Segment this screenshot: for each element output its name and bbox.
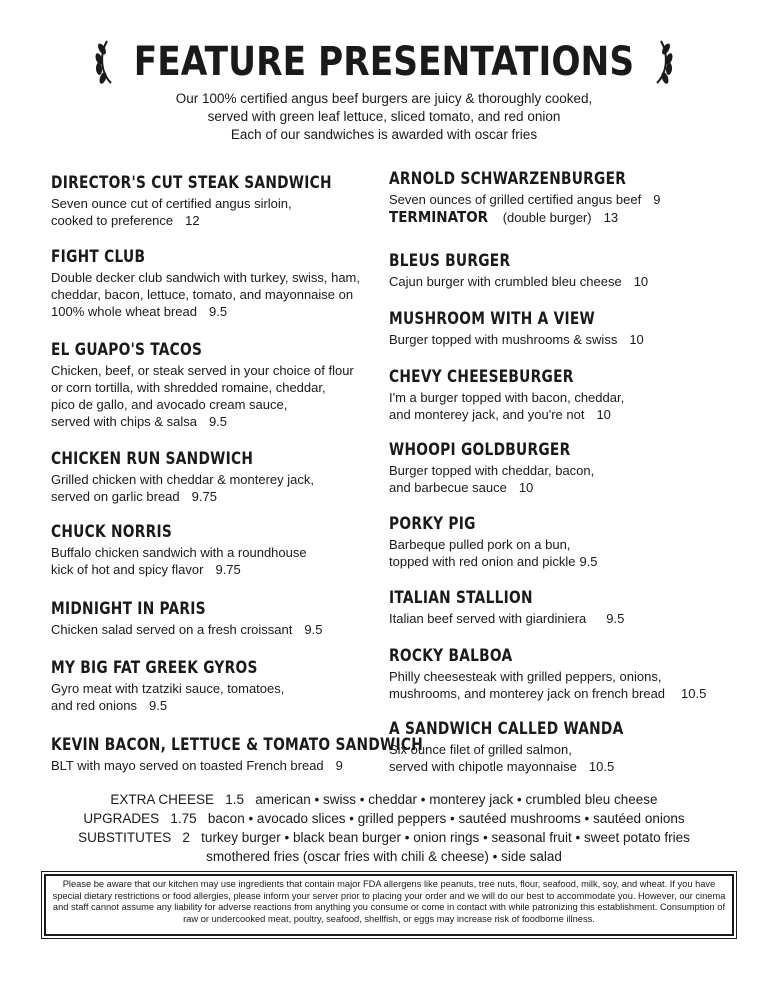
item-price: 9.5	[149, 698, 168, 713]
page-title: FEATURE PRESENTATIONS	[133, 39, 635, 85]
item-name: MY BIG FAT GREEK GYROS	[51, 658, 258, 678]
item-description	[389, 273, 729, 290]
item-name: CHICKEN RUN SANDWICH	[51, 449, 254, 469]
item-price: 9.5	[208, 414, 228, 429]
intro-line: Our 100% certified angus beef burgers are juicy & thoroughly cooked,	[175, 91, 593, 106]
item-name: ITALIAN STALLION	[389, 588, 533, 608]
menu-header	[0, 38, 768, 144]
menu-item	[389, 250, 729, 290]
item-description	[51, 195, 371, 229]
laurel-right-icon	[651, 39, 675, 85]
menu-item	[389, 645, 729, 702]
item-desc-text: Six ounce filet of grilled salmon, served with chipotle mayonnaise	[389, 742, 577, 774]
item-name: BLEUS BURGER	[389, 251, 511, 271]
item-description	[389, 741, 729, 775]
intro-line: Each of our sandwiches is awarded with oscar fries	[230, 127, 538, 142]
laurel-left-icon	[93, 39, 117, 85]
item-price: 9.5	[209, 304, 228, 319]
intro-text	[0, 90, 768, 144]
extras-line: SUBSTITUTES 2 turkey burger • black bean burger • onion rings • seasonal fruit • sweet potato fries	[78, 830, 690, 845]
item-desc-text: Chicken, beef, or steak served in your choice of flour or corn tortilla, with shredded romaine, cheddar, pico de gallo, and avocado cream sauce, served with chips & salsa	[51, 363, 354, 429]
item-name: EL GUAPO'S TACOS	[51, 340, 203, 360]
item-description	[51, 757, 391, 774]
menu-item	[51, 734, 424, 774]
item-name: CHUCK NORRIS	[51, 522, 173, 542]
extras-line: smothered fries (oscar fries with chili & cheese) • side salad	[206, 849, 562, 864]
item-price: 9.5	[304, 622, 323, 637]
item-name: ROCKY BALBOA	[389, 646, 513, 666]
item-price: 9.5	[579, 554, 598, 569]
item-name: WHOOPI GOLDBURGER	[389, 440, 571, 460]
item-desc-text: Grilled chicken with cheddar & monterey jack, served on garlic bread	[51, 472, 315, 504]
item-name: ARNOLD SCHWARZENBURGER	[389, 169, 627, 189]
menu-item	[389, 366, 729, 423]
menu-item	[389, 308, 729, 348]
item-price: 10	[518, 480, 534, 495]
item-variant	[389, 208, 729, 227]
item-name: FIGHT CLUB	[51, 247, 146, 267]
item-desc-text: Double decker club sandwich with turkey, swiss, ham, cheddar, bacon, lettuce, tomato, and mayonnaise on 100% whole wheat bread	[51, 270, 360, 319]
item-description	[389, 462, 729, 496]
item-name: A SANDWICH CALLED WANDA	[389, 719, 624, 739]
variant-price: 13	[603, 210, 619, 225]
item-price: 9.75	[215, 562, 241, 577]
extras-line: UPGRADES 1.75 bacon • avocado slices • grilled peppers • sautéed mushrooms • sautéed onions	[83, 811, 685, 826]
item-description	[389, 331, 729, 348]
menu-item	[51, 172, 371, 229]
item-name: MUSHROOM WITH A VIEW	[389, 309, 596, 329]
item-desc-text: Burger topped with cheddar, bacon, and barbecue sauce	[389, 463, 595, 495]
item-price: 10.5	[588, 759, 615, 774]
item-description	[51, 680, 371, 714]
item-description	[51, 362, 371, 430]
item-name: CHEVY CHEESEBURGER	[389, 367, 574, 387]
item-name: KEVIN BACON, LETTUCE & TOMATO SANDWICH	[51, 735, 424, 755]
item-desc-text: Cajun burger with crumbled bleu cheese	[389, 274, 622, 289]
item-description	[389, 191, 729, 208]
item-description	[51, 269, 371, 320]
menu-item	[51, 521, 371, 578]
item-desc-text: Chicken salad served on a fresh croissant	[51, 622, 293, 637]
item-desc-text: Burger topped with mushrooms & swiss	[389, 332, 618, 347]
extras-section	[0, 790, 768, 866]
menu-item	[51, 339, 371, 430]
menu-item	[51, 598, 371, 638]
item-desc-text: Gyro meat with tzatziki sauce, tomatoes, and red onions	[51, 681, 285, 713]
item-description	[389, 536, 729, 570]
item-desc-text: Seven ounces of grilled certified angus beef	[389, 192, 642, 207]
item-desc-text: Buffalo chicken sandwich with a roundhouse kick of hot and spicy flavor	[51, 545, 307, 577]
item-price: 9.5	[606, 611, 625, 626]
item-price: 10	[629, 332, 644, 347]
item-price: 9	[335, 758, 343, 773]
item-price: 10.5	[681, 686, 707, 701]
item-price: 10	[633, 274, 649, 289]
item-description	[51, 544, 371, 578]
menu-item	[389, 439, 729, 496]
item-desc-text: Seven ounce cut of certified angus sirloin, cooked to preference	[51, 196, 292, 228]
item-description	[51, 471, 371, 505]
intro-line: served with green leaf lettuce, sliced tomato, and red onion	[207, 109, 561, 124]
menu-item	[389, 587, 729, 627]
menu-item	[51, 657, 371, 714]
menu-item	[389, 718, 729, 775]
item-desc-text: I'm a burger topped with bacon, cheddar, and monterey jack, and you're not	[389, 390, 625, 422]
item-price: 12	[185, 213, 200, 228]
menu-item	[389, 513, 729, 570]
item-desc-text: BLT with mayo served on toasted French bread	[51, 758, 324, 773]
item-price: 9.75	[191, 489, 217, 504]
item-description	[51, 621, 371, 638]
item-name: DIRECTOR'S CUT STEAK SANDWICH	[51, 173, 332, 193]
menu-item	[51, 448, 371, 505]
item-name: MIDNIGHT IN PARIS	[51, 599, 206, 619]
item-name: PORKY PIG	[389, 514, 476, 534]
item-description	[389, 610, 729, 627]
item-price: 10	[596, 407, 611, 422]
item-description	[389, 389, 729, 423]
item-desc-text: Italian beef served with giardiniera	[389, 611, 587, 626]
item-desc-text: Barbeque pulled pork on a bun, topped with red onion and pickle	[389, 537, 576, 569]
extras-line: EXTRA CHEESE 1.5 american • swiss • cheddar • monterey jack • crumbled bleu cheese	[110, 792, 658, 807]
item-price: 9	[653, 192, 661, 207]
item-description	[389, 668, 729, 702]
menu-item	[51, 246, 371, 320]
menu-item	[389, 168, 729, 227]
variant-name: TERMINATOR	[389, 208, 489, 226]
item-desc-text: Philly cheesesteak with grilled peppers, onions, mushrooms, and monterey jack on french bread	[389, 669, 666, 701]
allergen-disclaimer: Please be aware that our kitchen may use ingredients that contain major FDA allergens like peanuts, tree nuts, flour, seafood, milk, soy, and wheat. If you have special dietary restrictions or food allergies, please inform your server prior to placing your order and we will do our best to accommodate you. However, our cinema and staff cannot assume any liability for adverse reactions from anything you consume or come in contact with while patronizing this establishment. Consumption of raw or undercooked meat, poultry, seafood, shellfish, or eggs may increase risk of foodborne illness.	[44, 874, 734, 936]
variant-note: (double burger)	[502, 210, 592, 225]
